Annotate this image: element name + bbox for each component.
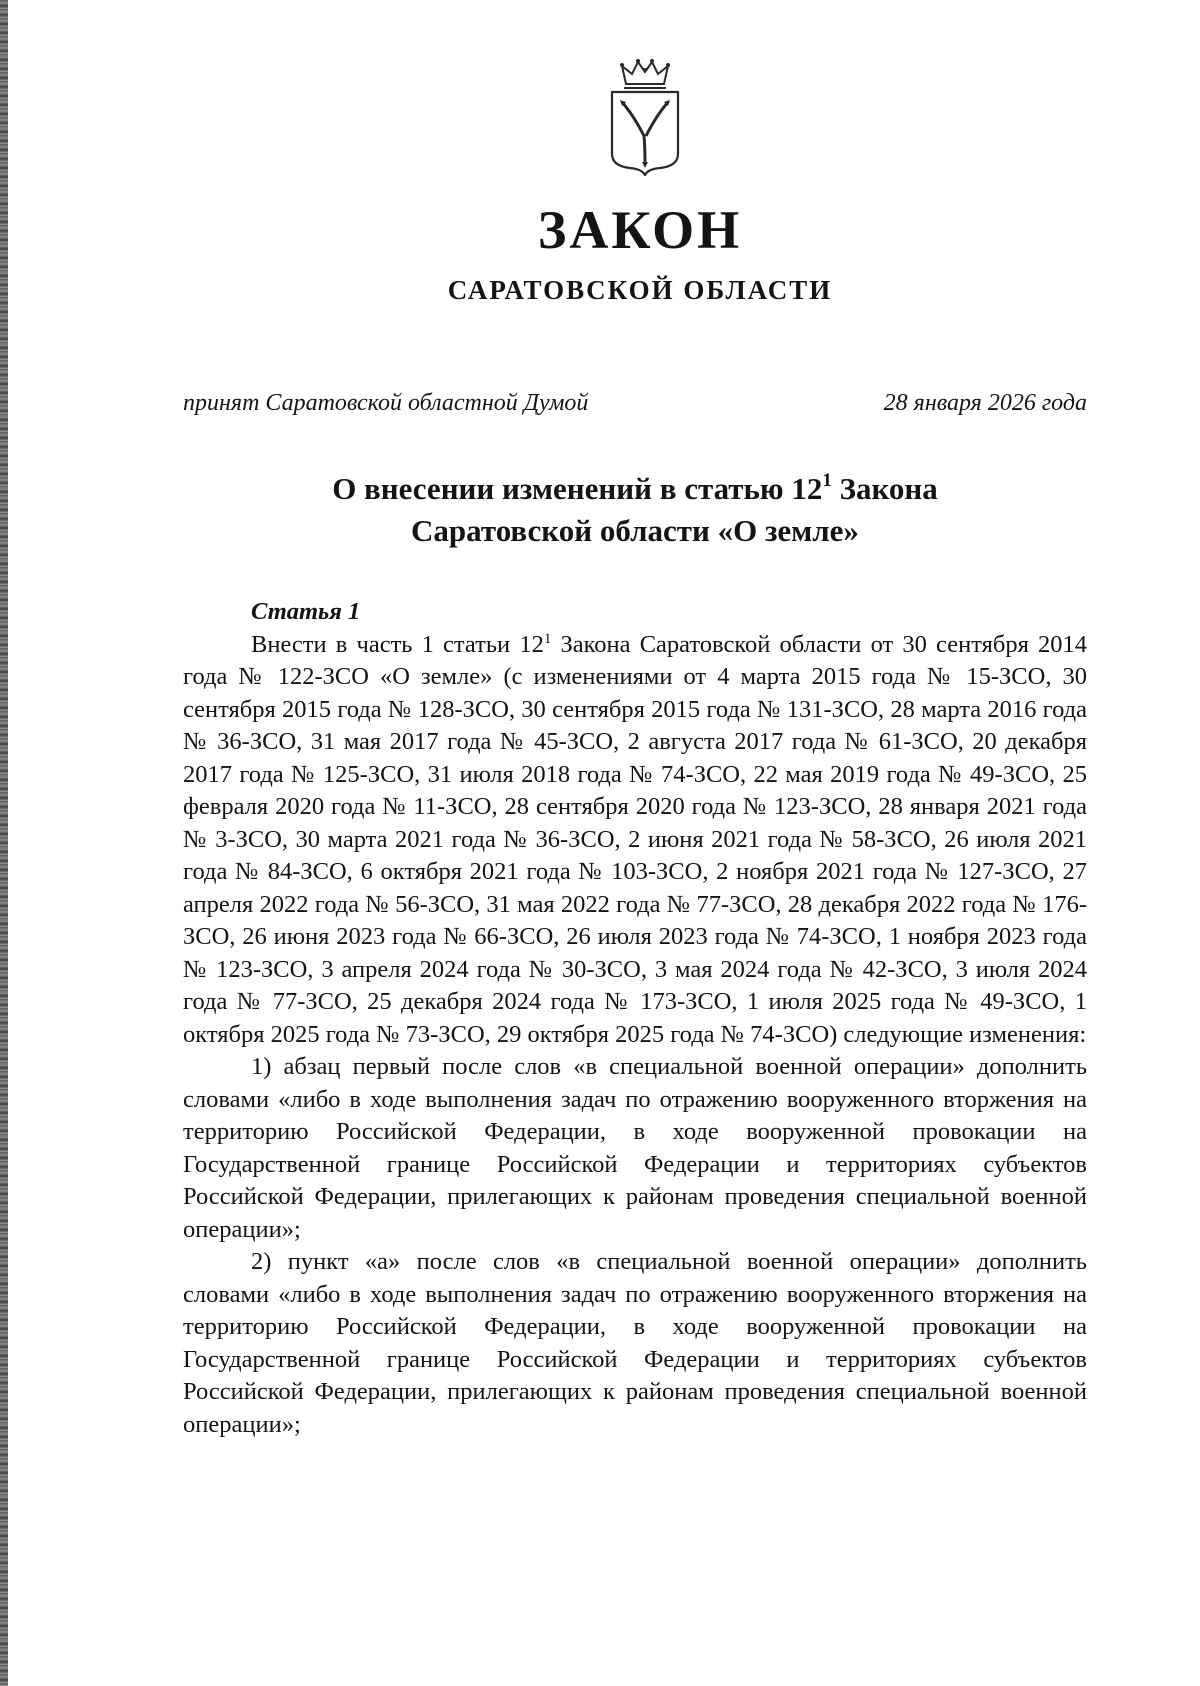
adoption-line <box>183 385 1087 421</box>
law-title-line2: Саратовской области «О земле» <box>411 513 859 548</box>
saratov-coat-of-arms-icon <box>604 58 686 176</box>
amendment-item-1: 1) абзац первый после слов «в специальной военной операции» дополнить словами «либо в ходе выполнения задач по отражению вооруженного вторжения на территорию Российской Федерации, в ходе вооруженной провокации на Государственной границе Российской Федерации и территориях субъектов Российской Федерации, прилегающих к районам проведения специальной военной операции»; <box>183 1053 1087 1243</box>
article-intro-superscript: 1 <box>543 630 552 647</box>
article-intro-text: Закона Саратовской области от 30 сентября 2014 года № 122-ЗСО «О земле» (с изменениями от 4 марта 2015 года № 15-ЗСО, 30 сентября 2015 года № 128-ЗСО, 30 сентября 2015 года № 131-ЗСО, 28 марта 2016 года № 36-ЗСО, 31 мая 2017 года № 45-ЗСО, 2 августа 2017 года № 61-ЗСО, 20 декабря 2017 года № 125-ЗСО, 31 июля 2018 года № 74-ЗСО, 22 мая 2019 года № 49-ЗСО, 25 февраля 2020 года № 11-ЗСО, 28 сентября 2020 года № 123-ЗСО, 28 января 2021 года № 3-ЗСО, 30 марта 2021 года № 36-ЗСО, 2 июня 2021 года № 58-ЗСО, 26 июля 2021 года № 84-ЗСО, 6 октября 2021 года № 103-ЗСО, 2 ноября 2021 года № 127-ЗСО, 27 апреля 2022 года № 56-ЗСО, 31 мая 2022 года № 77-ЗСО, 28 декабря 2022 года № 176-ЗСО, 26 июня 2023 года № 66-ЗСО, 26 июля 2023 года № 74-ЗСО, 1 ноября 2023 года № 123-ЗСО, 3 апреля 2024 года № 30-ЗСО, 3 мая 2024 года № 42-ЗСО, 3 июля 2024 года № 77-ЗСО, 25 декабря 2024 года № 173-ЗСО, 1 июля 2025 года № 49-ЗСО, 1 октября 2025 года № 73-ЗСО, 29 октября 2025 года № 74-ЗСО) следующие изменения: <box>183 630 1087 1048</box>
adopted-by-text: принят Саратовской областной Думой <box>183 390 589 416</box>
law-title-superscript: 1 <box>822 470 832 491</box>
law-body <box>183 596 1087 1441</box>
adoption-date: 28 января 2026 года <box>883 390 1087 416</box>
article-heading: Статья 1 <box>251 598 361 625</box>
law-title <box>183 468 1087 552</box>
law-heading: ЗАКОН <box>537 200 743 260</box>
law-title-part: О внесении изменений в статью 12 <box>332 471 823 506</box>
amendment-item-2: 2) пункт «а» после слов «в специальной военной операции» дополнить словами «либо в ходе выполнения задач по отражению вооруженного вторжения на территорию Российской Федерации, в ходе вооруженной провокации на Государственной границе Российской Федерации и территориях субъектов Российской Федерации, прилегающих к районам проведения специальной военной операции»; <box>183 1248 1087 1438</box>
article-intro-paragraph <box>183 629 1087 1052</box>
article-intro-text: Внести в часть 1 статьи 12 <box>251 630 544 658</box>
law-region-heading: САРАТОВСКОЙ ОБЛАСТИ <box>447 275 833 305</box>
law-title-part: Закона <box>831 471 938 506</box>
